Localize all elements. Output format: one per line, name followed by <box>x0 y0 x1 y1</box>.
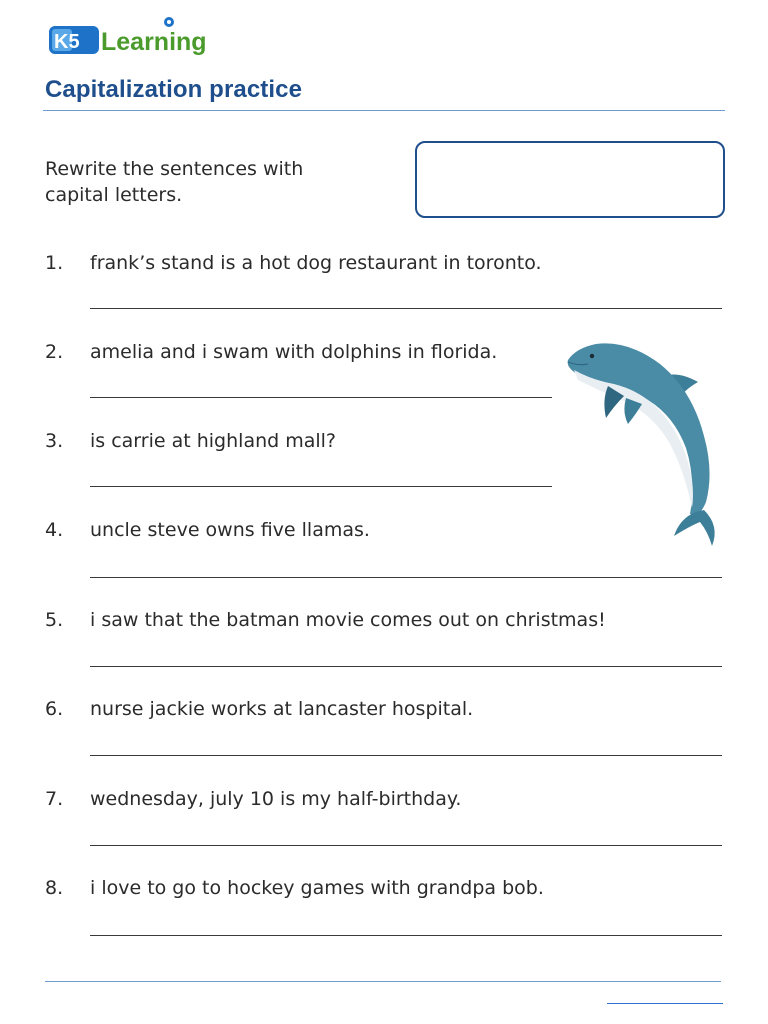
item-sentence: i love to go to hockey games with grandpa bob. <box>90 877 544 899</box>
answer-line[interactable] <box>90 397 552 398</box>
answer-line[interactable] <box>90 666 722 667</box>
footer-divider <box>45 981 721 982</box>
page-title: Capitalization practice <box>45 76 303 103</box>
name-box[interactable] <box>415 141 725 218</box>
k5-learning-logo <box>47 14 217 60</box>
item-number: 5. <box>45 609 64 631</box>
answer-line[interactable] <box>90 486 552 487</box>
item-number: 7. <box>45 788 64 810</box>
answer-line[interactable] <box>90 935 722 936</box>
logo-k5: K5 <box>54 31 80 53</box>
answer-line[interactable] <box>90 308 722 309</box>
item-sentence: frank’s stand is a hot dog restaurant in toronto. <box>90 252 542 274</box>
item-number: 2. <box>45 341 64 363</box>
item-sentence: nurse jackie works at lancaster hospital. <box>90 698 474 720</box>
item-number: 4. <box>45 519 64 541</box>
item-sentence: amelia and i swam with dolphins in florida. <box>90 341 498 363</box>
logo-learning: Learning <box>101 28 207 56</box>
item-number: 1. <box>45 252 64 274</box>
item-number: 6. <box>45 698 64 720</box>
title-divider <box>43 110 725 111</box>
item-sentence: wednesday, july 10 is my half-birthday. <box>90 788 462 810</box>
footer-link[interactable] <box>607 1003 723 1004</box>
answer-line[interactable] <box>90 577 722 578</box>
item-sentence: is carrie at highland mall? <box>90 430 337 452</box>
item-sentence: i saw that the batman movie comes out on christmas! <box>90 609 606 631</box>
answer-line[interactable] <box>90 755 722 756</box>
item-sentence: uncle steve owns five llamas. <box>90 519 370 541</box>
instructions: Rewrite the sentences with capital letters. <box>45 158 304 206</box>
answer-line[interactable] <box>90 845 722 846</box>
dolphin-illustration <box>562 340 727 550</box>
item-number: 8. <box>45 877 64 899</box>
item-number: 3. <box>45 430 64 452</box>
